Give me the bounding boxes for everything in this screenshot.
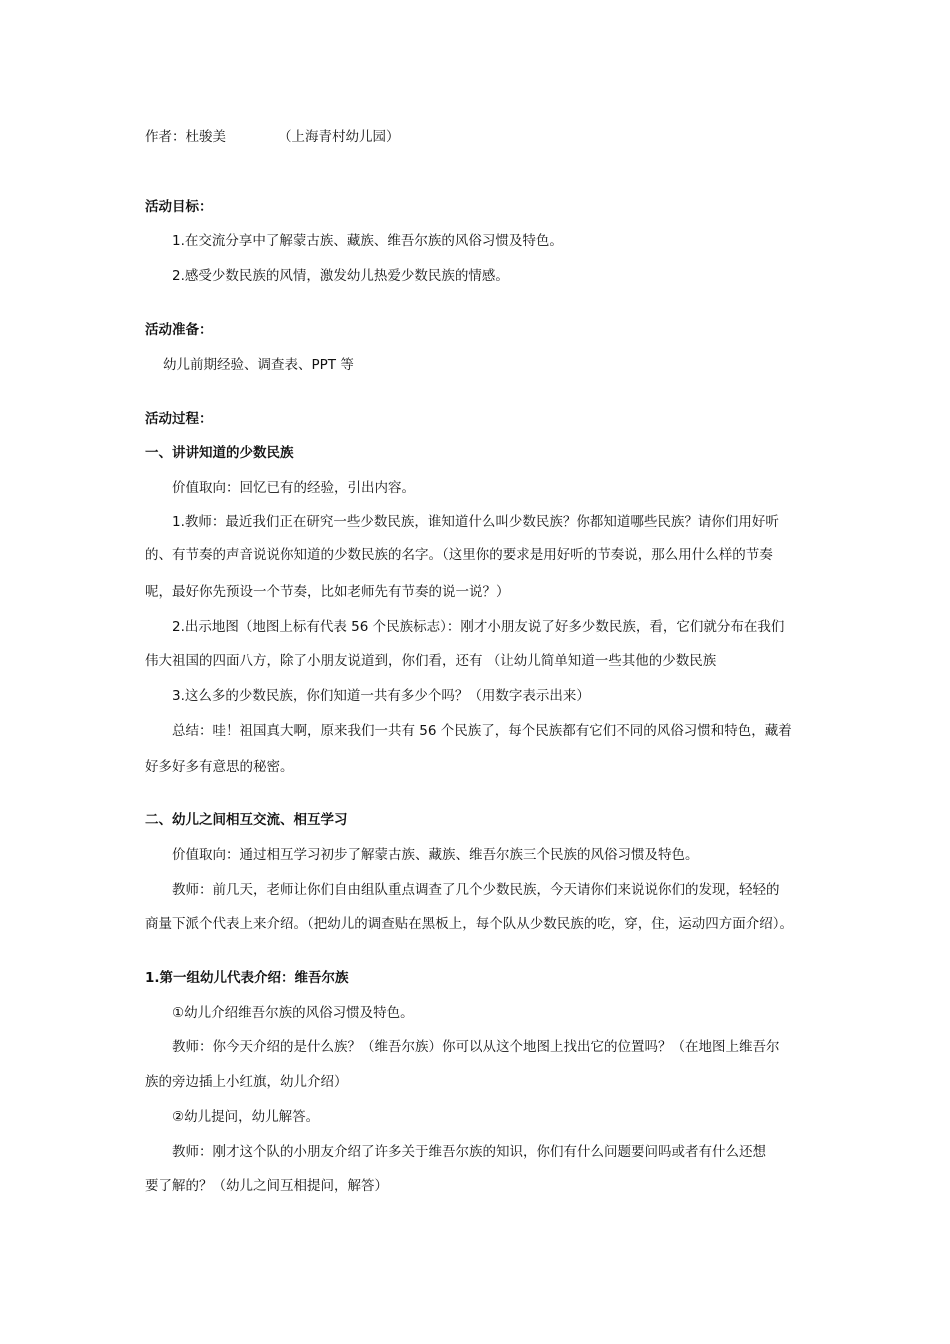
- group1-heading: 1.第一组幼儿代表介绍：维吾尔族: [145, 970, 349, 986]
- author-line: [145, 127, 400, 147]
- section2-teacher-line2: 商量下派个代表上来介绍。（把幼儿的调查贴在黑板上，每个队从少数民族的吃，穿，住，运动四方面介绍）。: [145, 916, 793, 932]
- goals-heading: 活动目标：: [145, 199, 213, 215]
- group1-teacher1-line2: 族的旁边插上小红旗，幼儿介绍）: [145, 1074, 348, 1090]
- process-heading: 活动过程：: [145, 411, 213, 427]
- goal-item: 2.感受少数民族的风情，激发幼儿热爱少数民族的情感。: [172, 268, 509, 284]
- section2-teacher-line1: 教师：前几天，老师让你们自由组队重点调查了几个少数民族，今天请你们来说说你们的发现，轻轻的: [172, 882, 780, 898]
- section1-value: 价值取向：回忆已有的经验，引出内容。: [172, 480, 415, 496]
- section1-summary-line1: 总结：哇！祖国真大啊，原来我们一共有 56 个民族了，每个民族都有它们不同的风俗习惯和特色，藏着: [172, 723, 792, 739]
- section1-p1-line2: 的、有节奏的声音说说你知道的少数民族的名字。（这里你的要求是用好听的节奏说，那么用什么样的节奏: [145, 547, 773, 563]
- section2-heading: 二、幼儿之间相互交流、相互学习: [145, 812, 348, 828]
- section1-p2-line1: 2.出示地图（地图上标有代表 56 个民族标志）：刚才小朋友说了好多少数民族，看，它们就分布在我们: [172, 619, 785, 635]
- section1-heading: 一、讲讲知道的少数民族: [145, 445, 294, 461]
- author-affiliation: （上海青村幼儿园）: [278, 129, 400, 145]
- group1-teacher2-line2: 要了解的？（幼儿之间互相提问，解答）: [145, 1178, 388, 1194]
- section1-p2-line2: 伟大祖国的四面八方，除了小朋友说道到，你们看，还有 （让幼儿简单知道一些其他的少数民族: [145, 653, 717, 669]
- prep-heading: 活动准备：: [145, 322, 213, 338]
- author-name: 作者：杜骏美: [145, 129, 226, 145]
- goal-item: 1.在交流分享中了解蒙古族、藏族、维吾尔族的风俗习惯及特色。: [172, 233, 563, 249]
- section1-p1-line3: 呢，最好你先预设一个节奏，比如老师先有节奏的说一说？）: [145, 584, 510, 600]
- section1-p3: 3.这么多的少数民族，你们知道一共有多少个吗？（用数字表示出来）: [172, 688, 590, 704]
- group1-teacher2-line1: 教师：刚才这个队的小朋友介绍了许多关于维吾尔族的知识，你们有什么问题要问吗或者有什么还想: [172, 1144, 766, 1160]
- group1-teacher1-line1: 教师：你今天介绍的是什么族？（维吾尔族）你可以从这个地图上找出它的位置吗？（在地图上维吾尔: [172, 1039, 780, 1055]
- prep-text: 幼儿前期经验、调查表、PPT 等: [163, 357, 354, 373]
- section2-value: 价值取向：通过相互学习初步了解蒙古族、藏族、维吾尔族三个民族的风俗习惯及特色。: [172, 847, 699, 863]
- group1-step1: ①幼儿介绍维吾尔族的风俗习惯及特色。: [172, 1005, 414, 1021]
- section1-summary-line2: 好多好多有意思的秘密。: [145, 759, 294, 775]
- group1-step2: ②幼儿提问，幼儿解答。: [172, 1109, 320, 1125]
- section1-p1-line1: 1.教师：最近我们正在研究一些少数民族，谁知道什么叫少数民族？你都知道哪些民族？请你们用好听: [172, 514, 779, 530]
